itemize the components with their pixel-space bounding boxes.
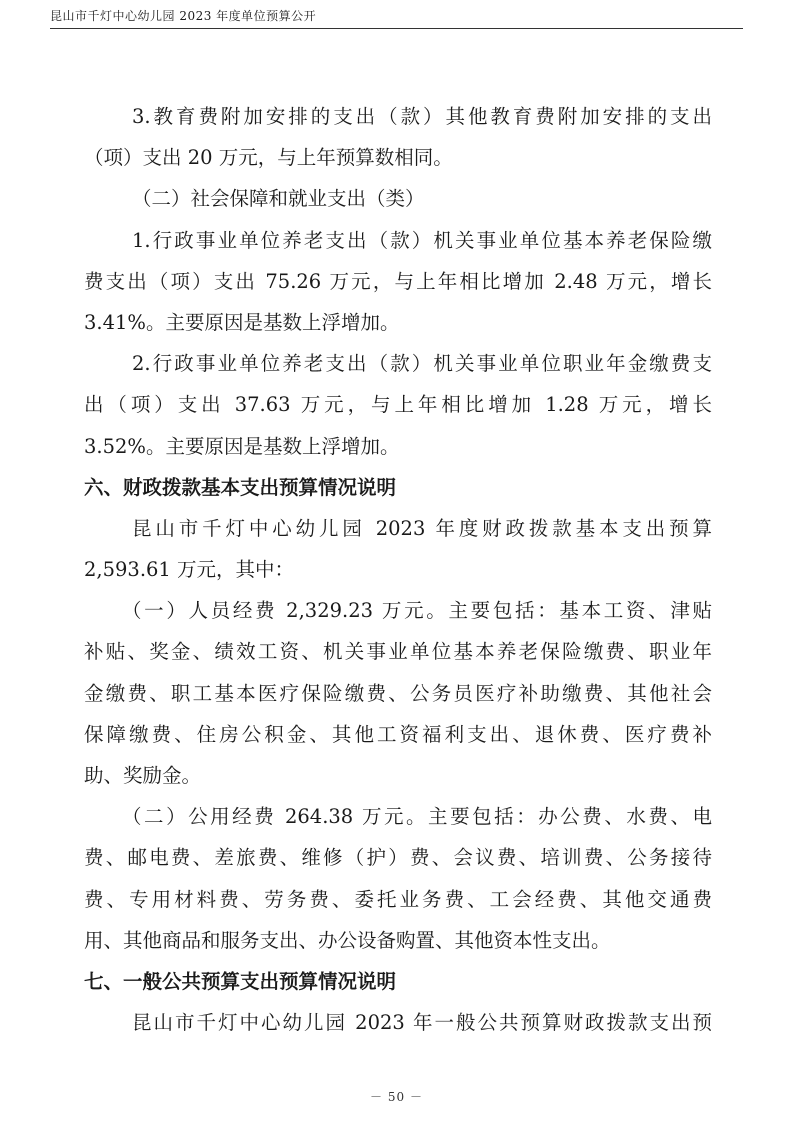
section-heading: 七、一般公共预算支出预算情况说明 <box>84 969 397 993</box>
paragraph-line: 3.教育费附加安排的支出（款）其他教育费附加安排的支出 <box>132 105 712 128</box>
paragraph-line: 费、邮电费、差旅费、维修（护）费、会议费、培训费、公务接待 <box>84 846 712 870</box>
paragraph-line: 2.行政事业单位养老支出（款）机关事业单位职业年金缴费支 <box>132 352 712 376</box>
section-heading: 六、财政拨款基本支出预算情况说明 <box>84 475 397 499</box>
header-divider <box>50 28 743 29</box>
paragraph-line: 昆山市千灯中心幼儿园 2023 年一般公共预算财政拨款支出预 <box>132 1011 712 1035</box>
paragraph-line: 金缴费、职工基本医疗保险缴费、公务员医疗补助缴费、其他社会 <box>84 681 712 705</box>
paragraph-line: 补贴、奖金、绩效工资、机关事业单位基本养老保险缴费、职业年 <box>84 640 712 664</box>
paragraph-line: 费支出（项）支出 75.26 万元，与上年相比增加 2.48 万元，增长 <box>84 269 712 293</box>
section-subheading: （二）社会保障和就业支出（类） <box>132 187 425 211</box>
paragraph-line: 昆山市千灯中心幼儿园 2023 年度财政拨款基本支出预算 <box>132 516 712 540</box>
paragraph-line: （项）支出 20 万元，与上年预算数相同。 <box>84 146 453 170</box>
document-body <box>84 96 712 1043</box>
paragraph-line: 2,593.61 万元，其中： <box>84 558 295 582</box>
paragraph-line: 保障缴费、住房公积金、其他工资福利支出、退休费、医疗费补 <box>84 722 712 746</box>
page-number: － 50 － <box>370 1090 423 1104</box>
paragraph-line: （一）人员经费 2,329.23 万元。主要包括：基本工资、津贴 <box>122 599 712 623</box>
paragraph-line: 助、奖励金。 <box>84 764 202 787</box>
paragraph-line: 用、其他商品和服务支出、办公设备购置、其他资本性支出。 <box>84 928 611 952</box>
running-header: 昆山市千灯中心幼儿园 2023 年度单位预算公开 <box>50 9 317 23</box>
paragraph-line: 费、专用材料费、劳务费、委托业务费、工会经费、其他交通费 <box>84 887 712 911</box>
paragraph-line: 3.52%。主要原因是基数上浮增加。 <box>84 434 400 458</box>
paragraph-line: （二）公用经费 264.38 万元。主要包括：办公费、水费、电 <box>122 805 712 829</box>
paragraph-line: 1.行政事业单位养老支出（款）机关事业单位基本养老保险缴 <box>132 228 712 252</box>
paragraph-line: 出（项）支出 37.63 万元，与上年相比增加 1.28 万元，增长 <box>84 393 712 417</box>
paragraph-line: 3.41%。主要原因是基数上浮增加。 <box>84 310 400 334</box>
